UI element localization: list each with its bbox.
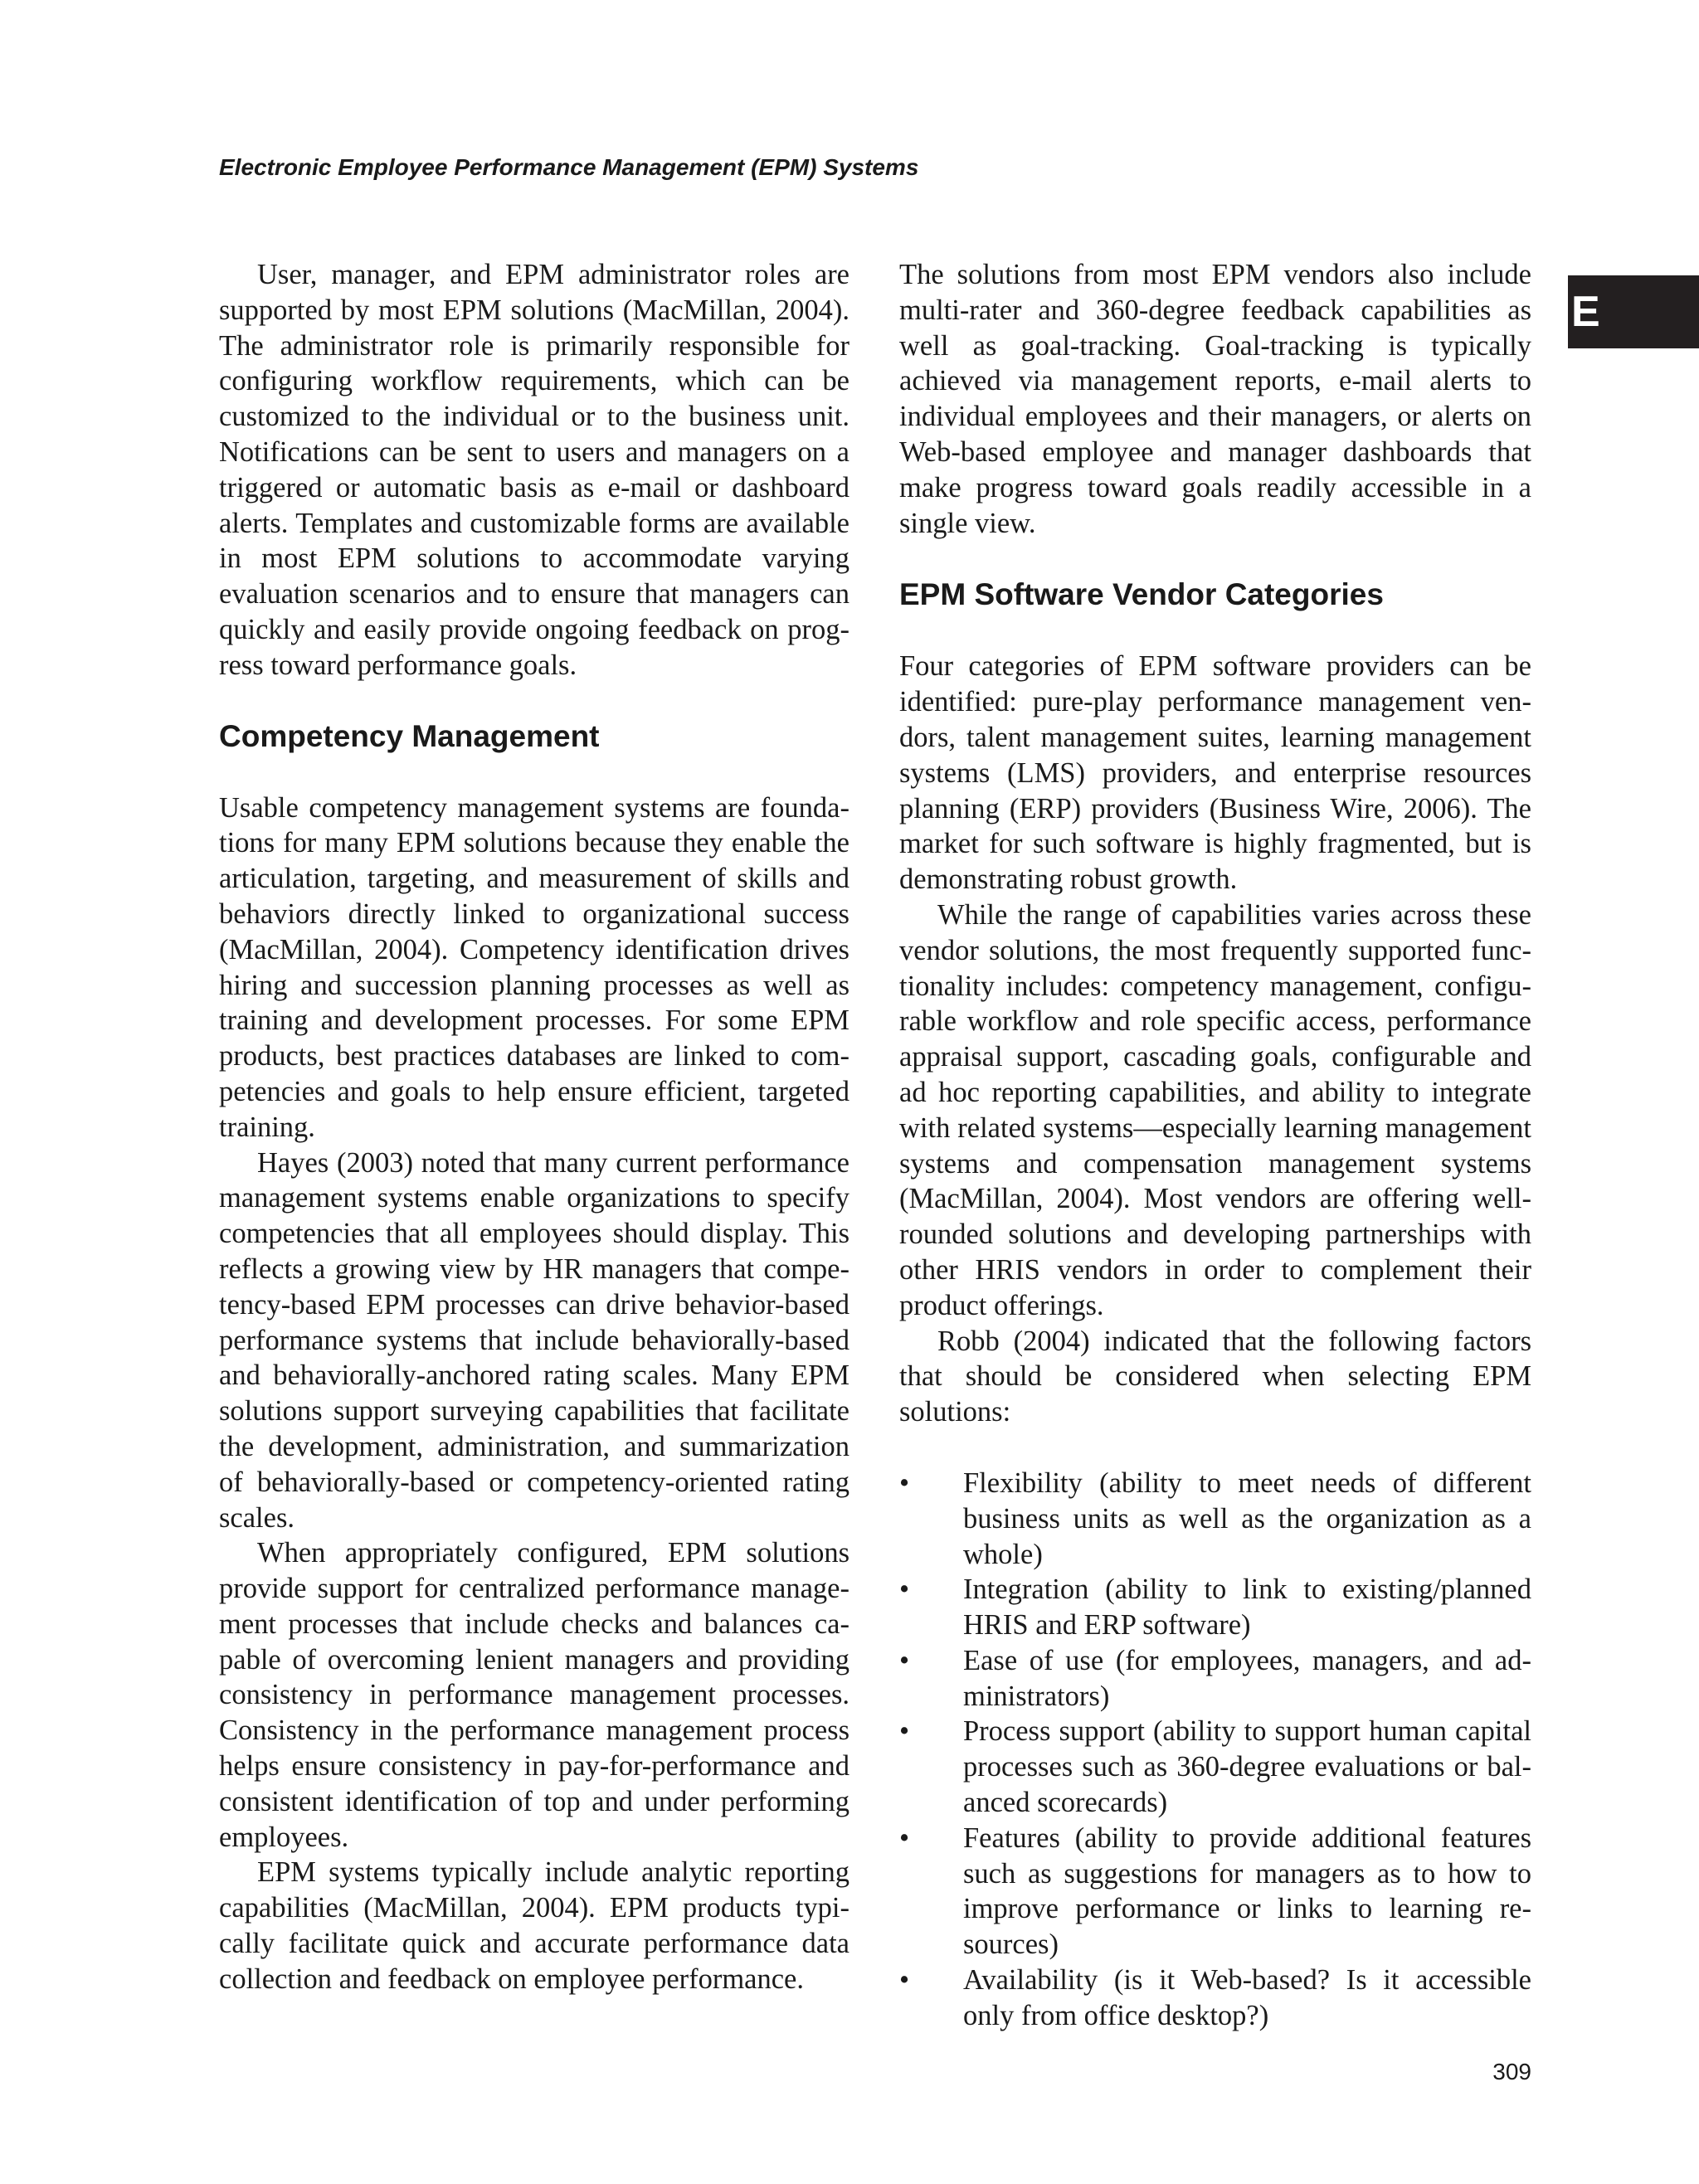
bullet-icon: • (899, 1467, 910, 1499)
bullet-icon: • (899, 1644, 910, 1676)
paragraph: Usable competency management systems are foundations for many EPM solutions because they enable the articulation, targeting, and measurement of skills and behaviors directly linked to organizational success (MacMillan, 2004). Competency identification drives hiring and succession planning processes as well as training and development processes. For some EPM products, best practices databases are linked to competencies and goals to help ensure efficient, targeted training. (219, 791, 850, 1143)
bullet-icon: • (899, 1715, 910, 1748)
paragraph: Robb (2004) indicated that the following factors that should be considered when selecting EPM solutions: (899, 1325, 1531, 1428)
list-item (899, 1821, 1531, 1963)
list-item-text: Ease of use (for employees, managers, and administrators) (963, 1644, 1531, 1712)
paragraph: When appropriately configured, EPM solutions provide support for centralized performance management processes that include checks and balances capable of overcoming lenient managers and providing consistency in performance management processes. Consistency in the performance management process helps ensure consistency in pay-for-performance and consistent identification of top and under performing employees. (219, 1537, 850, 1853)
section-tab (1568, 275, 1699, 348)
bullet-icon: • (899, 1822, 910, 1854)
list-item-text: Process support (ability to support human capital processes such as 360-degree evaluations or balanced scorecards) (963, 1715, 1531, 1819)
right-column (899, 257, 1531, 2034)
running-header: Electronic Employee Performance Management (EPM) Systems (219, 154, 919, 180)
section-heading: EPM Software Vendor Categories (899, 577, 1384, 612)
paragraph: EPM systems typically include analytic reporting capabilities (MacMillan, 2004). EPM products typically facilitate quick and accurate performance data collection and feedback on employee performance. (219, 1856, 850, 1995)
paragraph: The solutions from most EPM vendors also include multi-rater and 360-degree feedback capabilities as well as goal-tracking. Goal-tracking is typically achieved via management reports, e-mail alerts to individual employees and their managers, or alerts on Web-based employee and manager dashboards that make progress toward goals readily accessible in a single view. (899, 259, 1531, 539)
bullet-list (899, 1466, 1531, 2034)
list-item-text: Integration (ability to link to existing/planned HRIS and ERP software) (963, 1574, 1531, 1642)
list-item-text: Features (ability to provide additional features such as suggestions for managers as to how to improve performance or links to learning resources) (963, 1822, 1531, 1961)
list-item (899, 1466, 1531, 1572)
list-item-text: Availability (is it Web-based? Is it accessible only from office desktop?) (963, 1964, 1531, 2031)
bullet-icon: • (899, 1574, 910, 1606)
section-heading: Competency Management (219, 718, 600, 753)
list-item (899, 1714, 1531, 1820)
paragraph: Four categories of EPM software providers can be identified: pure-play performance management vendors, talent management suites, learning management systems (LMS) providers, and enterprise resources planning (ERP) providers (Business Wire, 2006). The market for such software is highly fragmented, but is demonstrating robust growth. (899, 650, 1531, 896)
page-number: 309 (1492, 2059, 1531, 2084)
left-column (219, 257, 850, 1997)
section-tab-letter: E (1571, 288, 1600, 336)
bullet-icon: • (899, 1964, 910, 1997)
list-item (899, 1643, 1531, 1715)
paragraph: While the range of capabilities varies across these vendor solutions, the most frequently supported functionality includes: competency management, configurable workflow and role specific access, performance appraisal support, cascading goals, configurable and ad hoc reporting capabilities, and ability to integrate with related systems—especially learning management systems and compensation management systems (MacMillan, 2004). Most vendors are offering well-rounded solutions and developing partnerships with other HRIS vendors in order to complement their product offerings. (899, 898, 1531, 1321)
list-item (899, 1572, 1531, 1643)
list-item-text: Flexibility (ability to meet needs of different business units as well as the organization as a whole) (963, 1467, 1531, 1570)
paragraph: User, manager, and EPM administrator roles are supported by most EPM solutions (MacMillan, 2004). The administrator role is primarily responsible for configuring workflow requirements, which can be customized to the individual or to the business unit. Notifications can be sent to users and managers on a triggered or automatic basis as e-mail or dashboard alerts. Templates and customizable forms are available in most EPM solutions to accommodate varying evaluation scenarios and to ensure that managers can quickly and easily provide ongoing feedback on progress toward performance goals. (219, 259, 850, 681)
list-item (899, 1963, 1531, 2034)
paragraph: Hayes (2003) noted that many current performance management systems enable organizations to specify competencies that all employees should display. This reflects a growing view by HR managers that competency-based EPM processes can drive behavior-based performance systems that include behaviorally-based and behaviorally-anchored rating scales. Many EPM solutions support surveying capabilities that facilitate the development, administration, and summarization of behaviorally-based or competency-oriented rating scales. (219, 1146, 850, 1534)
